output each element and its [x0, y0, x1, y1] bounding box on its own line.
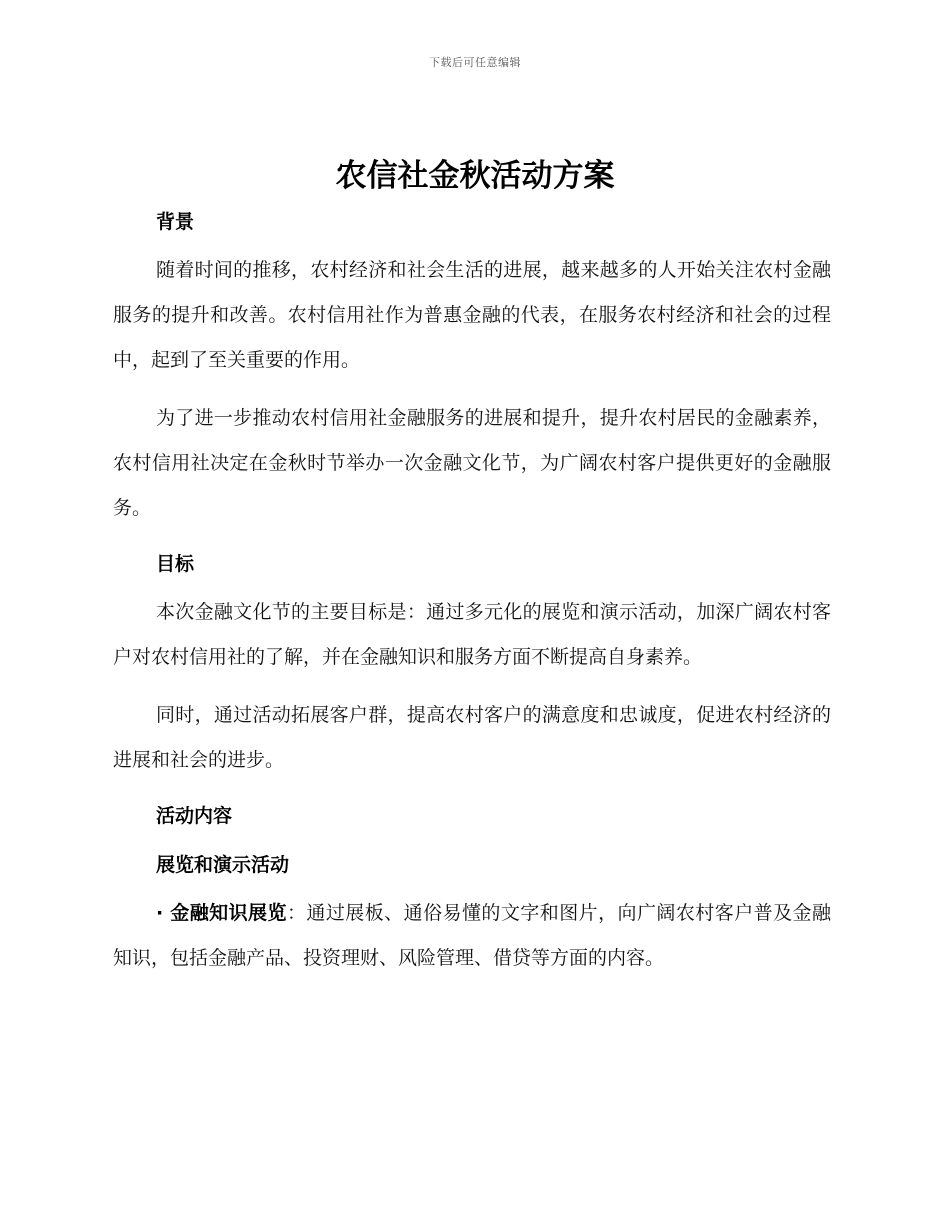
goal-paragraph-2: 同时，通过活动拓展客户群，提高农村客户的满意度和忠诚度，促进农村经济的进展和社会的进步。	[113, 704, 831, 771]
activity-item	[113, 891, 831, 981]
goal-paragraph-1: 本次金融文化节的主要目标是：通过多元化的展览和演示活动，加深广阔农村客户对农村信用社的了解，并在金融知识和服务方面不断提高自身素养。	[113, 601, 831, 668]
subsection-heading-exhibition: 展览和演示活动	[156, 854, 290, 876]
activity-item-lead: · 金融知识展览	[156, 902, 287, 924]
section-heading-goal: 目标	[156, 553, 195, 575]
section-heading-background: 背景	[156, 211, 195, 233]
running-header: 下载后可任意编辑	[429, 56, 521, 69]
document-title: 农信社金秋活动方案	[335, 158, 615, 194]
activity-item-text: ：通过展板、通俗易懂的文字和图片，向广阔农村客户普及金融知识，包括金融产品、投资理财、风险管理、借贷等方面的内容。	[113, 902, 831, 969]
background-paragraph-1: 随着时间的推移，农村经济和社会生活的进展，越来越多的人开始关注农村金融服务的提升和改善。农村信用社作为普惠金融的代表，在服务农村经济和社会的过程中，起到了至关重要的作用。	[113, 259, 831, 371]
section-heading-activities: 活动内容	[156, 805, 233, 827]
background-paragraph-2: 为了进一步推动农村信用社金融服务的进展和提升，提升农村居民的金融素养，农村信用社决定在金秋时节举办一次金融文化节，为广阔农村客户提供更好的金融服务。	[113, 407, 831, 519]
document-body	[113, 206, 831, 981]
